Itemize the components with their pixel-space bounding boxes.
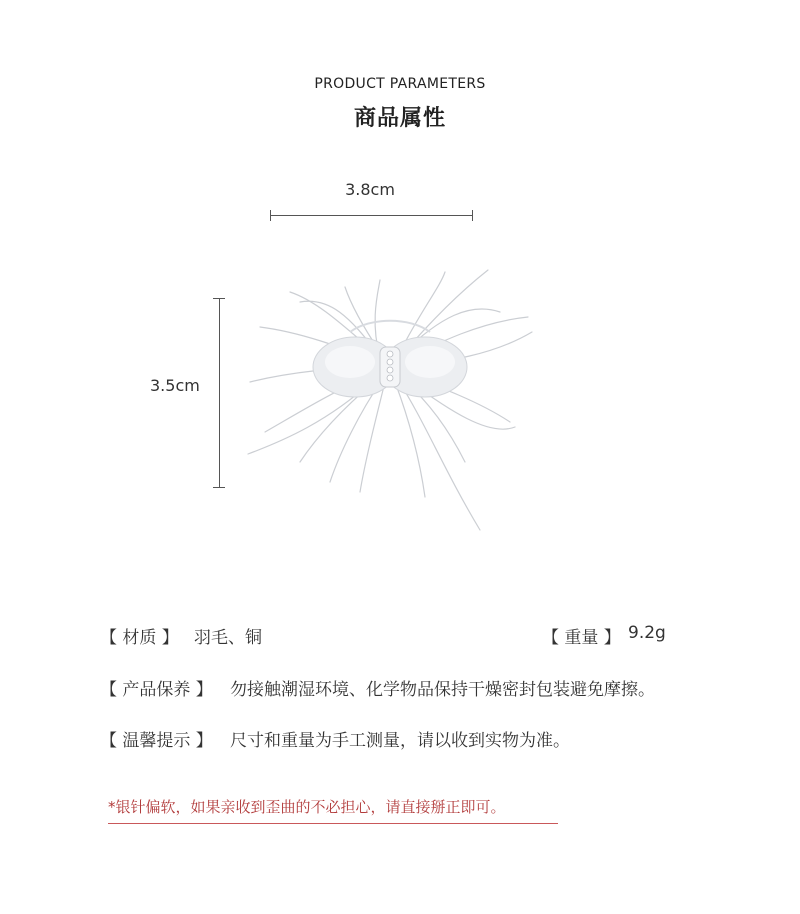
care-label: 【 产品保养 】 — [100, 680, 213, 700]
weight-label: 【 重量 】 — [542, 628, 621, 648]
width-dimension-label: 3.8cm — [345, 180, 395, 199]
height-dimension-tick-top — [213, 298, 225, 299]
care-note: *银针偏软，如果亲收到歪曲的不必担心，请直接掰正即可。 — [108, 798, 506, 816]
feather-bow-hairclip-icon — [240, 262, 540, 537]
section-title-cn: 商品属性 — [353, 106, 446, 131]
height-dimension-tick-bottom — [213, 487, 225, 488]
height-dimension-line — [219, 298, 220, 488]
width-dimension-line — [270, 215, 473, 216]
width-dimension-tick-right — [472, 210, 473, 221]
material-value: 羽毛、铜 — [194, 628, 262, 648]
weight-value: 9.2g — [628, 623, 666, 643]
width-dimension-tick-left — [270, 210, 271, 221]
care-note-underline — [108, 823, 558, 824]
care-value: 勿接触潮湿环境、化学物品保持干燥密封包装避免摩擦。 — [230, 680, 655, 700]
tip-label: 【 温馨提示 】 — [100, 731, 213, 751]
section-title-en: PRODUCT PARAMETERS — [314, 76, 486, 92]
material-label: 【 材质 】 — [100, 628, 179, 648]
height-dimension-label: 3.5cm — [150, 376, 200, 395]
tip-value: 尺寸和重量为手工测量，请以收到实物为准。 — [230, 731, 570, 751]
